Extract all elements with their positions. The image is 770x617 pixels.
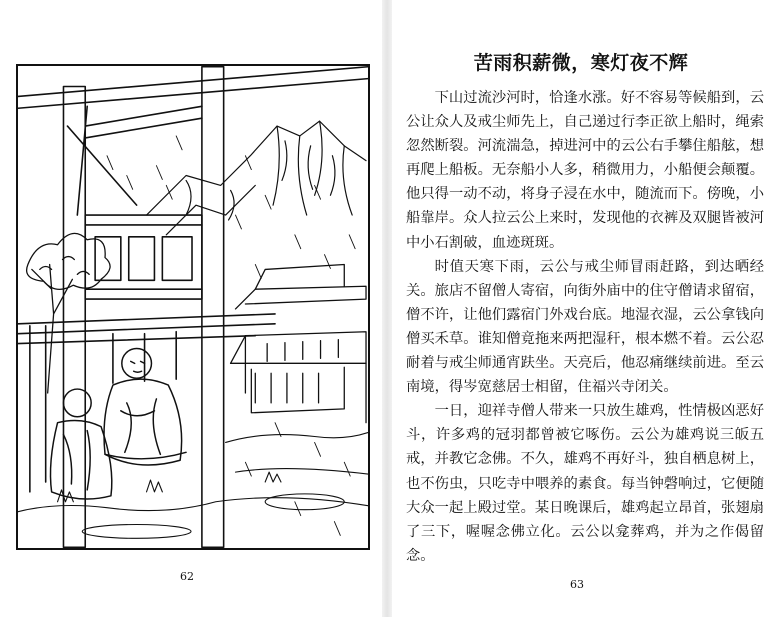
page-number: 63 bbox=[570, 578, 584, 591]
temple-rain-illustration bbox=[16, 64, 370, 550]
page-number: 62 bbox=[180, 570, 194, 583]
chapter-title: 苦雨积薪微，寒灯夜不辉 bbox=[473, 52, 689, 74]
monks-drawing bbox=[50, 349, 186, 499]
book-gutter bbox=[382, 0, 392, 617]
paragraph: 一日，迎祥寺僧人带来一只放生雄鸡，性情极凶恶好斗，许多鸡的冠羽都曾被它啄伤。云公为雄鸡说三皈五戒，并教它念佛。不久，雄鸡不再好斗，独自栖息树上，也不伤虫，只吃寺中喂养的素食。每当钟磬响过，它便随大众一起上殿过堂。某日晚课后，雄鸡起立昂首，张翅扇了三下，喔喔念佛立化。云公以龛葬鸡，并为之作偈留念。 bbox=[406, 403, 764, 564]
paragraph: 下山过流沙河时，恰逢水涨。好不容易等候船到，云公让众人及戒尘师先上，自己递过行李正欲上船时，绳索忽然断裂。河流湍急，掉进河中的云公右手攀住船舷，想再爬上船板。无奈船小人多，稍微用力，小船便会颠覆。他只得一动不动，将身子浸在水中，随流而下。傍晚，小船靠岸。众人拉云公上来时，发现他的衣裤及双腿皆被河中小石割破，血迹斑斑。 bbox=[406, 90, 764, 251]
ground-drawing bbox=[18, 433, 368, 539]
pavilion-drawing bbox=[18, 67, 368, 548]
paragraph: 时值天寒下雨，云公与戒尘师冒雨赶路，到达晒经关。旅店不留僧人寄宿，向街外庙中的住守僧请求留宿，僧不许，让他们露宿门外戏台底。地湿衣湿，云公拿钱向僧买禾草。谁知僧竟拖来两把湿秆，根本燃不着。云公忍耐着与戒尘师通宵趺坐。天亮后，他忍痛继续前进。至云南境，得岑宽慈居士相留，住福兴寺闭关。 bbox=[406, 258, 764, 396]
left-page bbox=[0, 0, 382, 617]
houses-drawing bbox=[231, 264, 366, 422]
right-page bbox=[392, 0, 770, 617]
tree-drawing bbox=[27, 233, 110, 393]
chapter-body bbox=[406, 86, 764, 568]
mountains-drawing bbox=[147, 121, 366, 235]
